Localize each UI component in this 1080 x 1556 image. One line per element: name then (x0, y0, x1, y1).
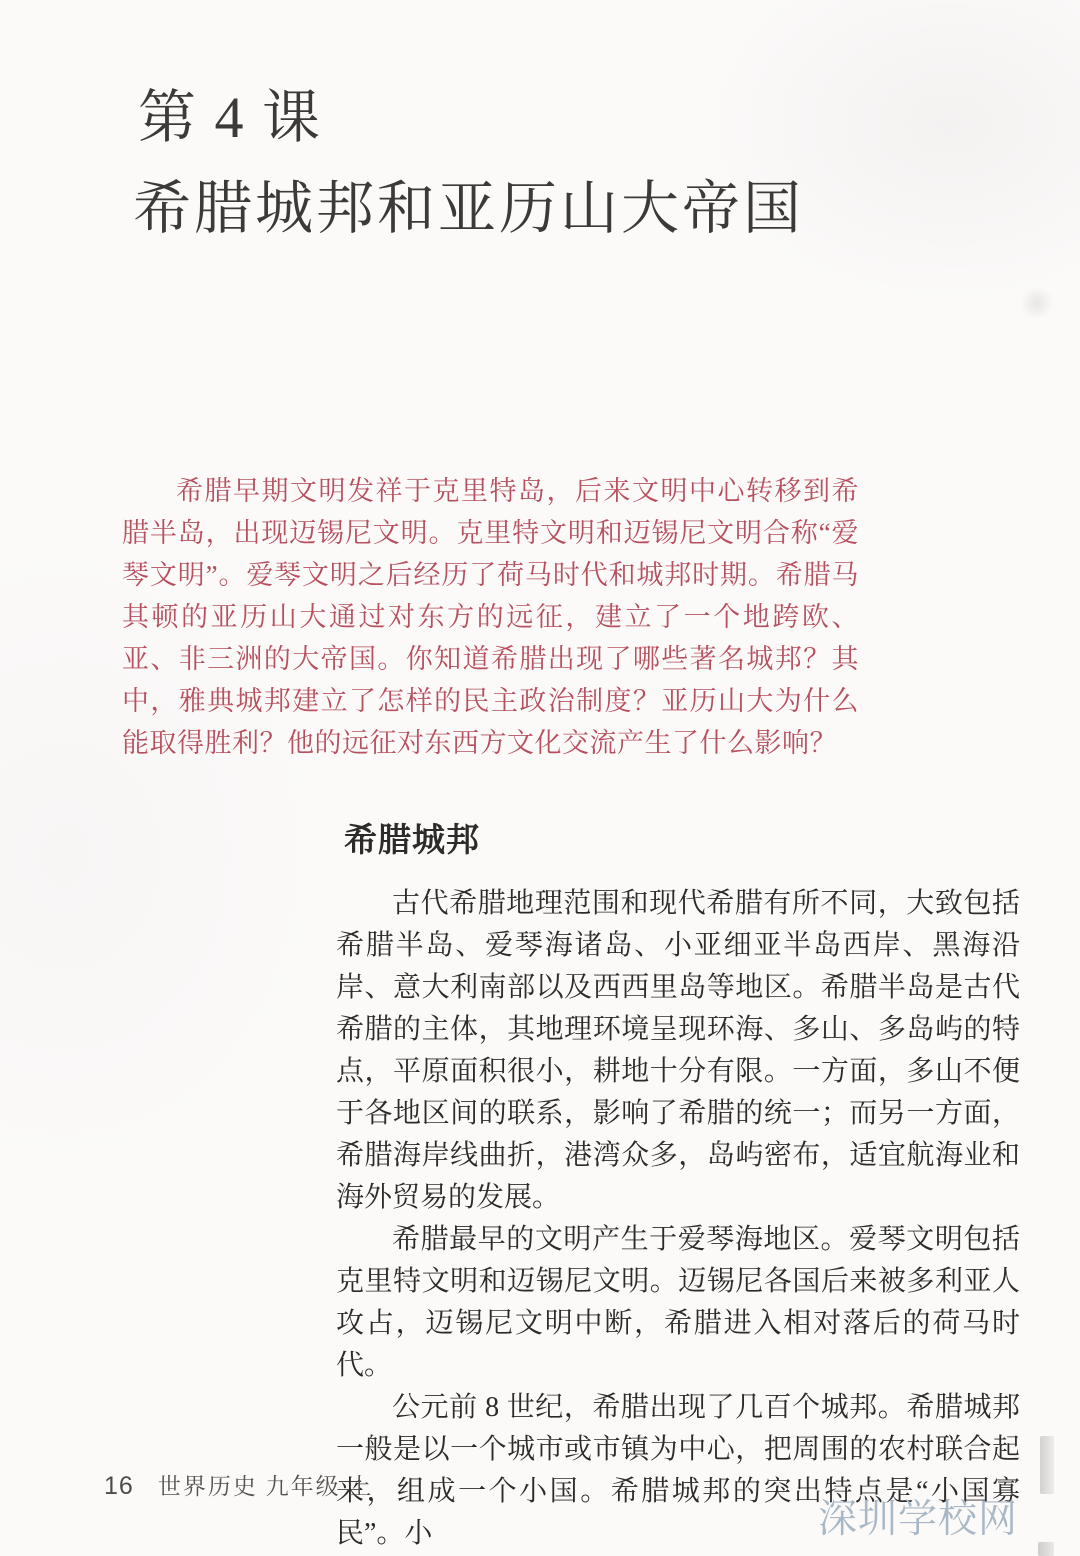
body-paragraph-2: 希腊最早的文明产生于爱琴海地区。爱琴文明包括克里特文明和迈锡尼文明。迈锡尼各国后来被多利亚人攻占，迈锡尼文明中断，希腊进入相对落后的荷马时代。 (336, 1224, 1020, 1381)
page-number: 16 (104, 1472, 134, 1500)
body-paragraph-1: 古代希腊地理范围和现代希腊有所不同，大致包括希腊半岛、爱琴海诸岛、小亚细亚半岛西岸、黑海沿岸、意大利南部以及西西里岛等地区。希腊半岛是古代希腊的主体，其地理环境呈现环海、多山、多岛屿的特点，平原面积很小，耕地十分有限。一方面，多山不便于各地区间的联系，影响了希腊的统一；而另一方面，希腊海岸线曲折，港湾众多，岛屿密布，适宜航海业和海外贸易的发展。 (336, 888, 1020, 1213)
lesson-number: 第 4 课 (138, 85, 323, 150)
page-edge-shadow-upper (1040, 1436, 1054, 1494)
scan-smudge-artifact (1020, 286, 1054, 320)
page-footer (104, 1468, 373, 1501)
intro-paragraph: 希腊早期文明发祥于克里特岛，后来文明中心转移到希腊半岛，出现迈锡尼文明。克里特文明和迈锡尼文明合称“爱琴文明”。爱琴文明之后经历了荷马时代和城邦时期。希腊马其顿的亚历山大通过对东方的远征，建立了一个地跨欧、亚、非三洲的大帝国。你知道希腊出现了哪些著名城邦？其中，雅典城邦建立了怎样的民主政治制度？亚历山大为什么能取得胜利？他的远征对东西方文化交流产生了什么影响？ (122, 476, 859, 758)
section-heading: 希腊城邦 (344, 821, 480, 858)
lesson-title: 希腊城邦和亚历山大帝国 (133, 176, 805, 241)
section-greek-city-states (336, 814, 1020, 1555)
watermark: 深圳学校网 (818, 1498, 1019, 1541)
page-edge-shadow-lower (1038, 1542, 1054, 1556)
book-title: 世界历史 九年级 上 (157, 1474, 374, 1499)
body-paragraph-3: 公元前 8 世纪，希腊出现了几百个城邦。希腊城邦一般是以一个城市或市镇为中心，把周围的农村联合起来，组成一个小国。希腊城邦的突出特点是“小国寡民”。小 (336, 1392, 1020, 1549)
